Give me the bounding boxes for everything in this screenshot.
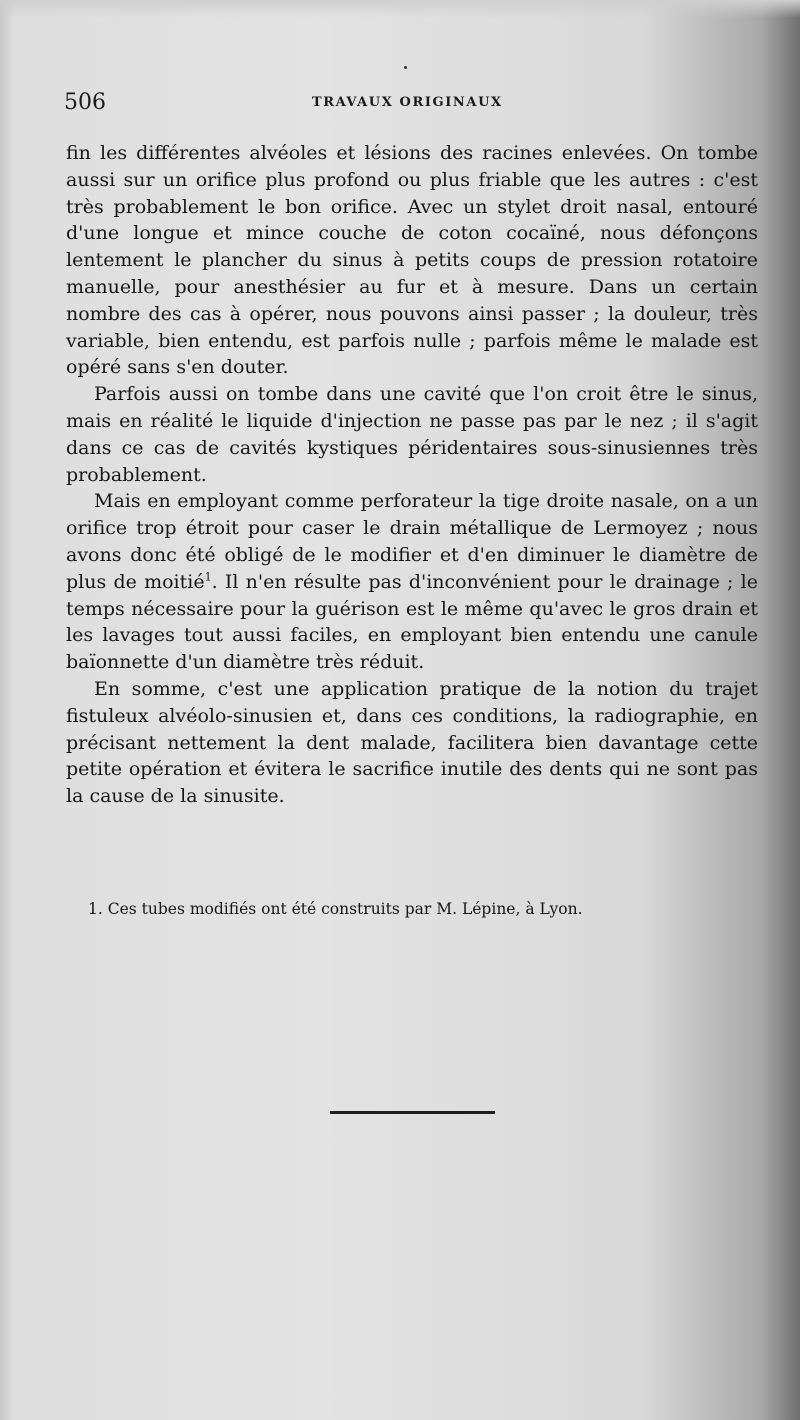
running-head: TRAVAUX ORIGINAUX [312,95,503,110]
paragraph-3-text-after: . Il n'en résulte pas d'inconvénient pour le drainage ; le temps nécessaire pour la guérison est le même qu'avec le gros drain et les lavages tout aussi faciles, en employant bien entendu une canule baïonnette d'un diamètre très réduit. [66,570,758,674]
footnote [66,898,758,920]
body-text [66,140,758,810]
paragraph-4: En somme, c'est une application pratique de la notion du trajet fistuleux alvéolo-sinusien et, dans ces conditions, la radiographie, en précisant nettement la dent malade, facilitera bien davantage cette petite opération et évitera le sacrifice inutile des dents qui ne sont pas la cause de la sinusite. [66,677,758,808]
footnote-text: Ces tubes modifiés ont été construits par M. Lépine, à Lyon. [107,900,583,918]
footnote-marker: 1. [88,900,103,918]
paragraph-3-text-before: Mais en employant comme perforateur la tige droite nasale, on a un orifice trop étroit pour caser le drain métallique de Lermoyez ; nous avons donc été obligé de le modifier et d'en diminuer le diamètre de plus de moitié [66,490,758,593]
footnote-reference: 1 [204,570,212,584]
paragraph-3 [66,488,758,676]
page-header [64,90,754,122]
print-speck [404,66,407,69]
page-number: 506 [64,90,106,115]
section-end-rule [330,1111,495,1114]
paragraph-1: fin les différentes alvéoles et lésions des racines enlevées. On tombe aussi sur un orifice plus profond ou plus friable que les autres : c'est très probablement le bon orifice. Avec un stylet droit nasal, entouré d'une longue et mince couche de coton cocaïné, nous défonçons lentement le plancher du sinus à petits coups de pression rotatoire manuelle, pour anesthésier au fur et à mesure. Dans un certain nombre des cas à opérer, nous pouvons ainsi passer ; la douleur, très variable, bien entendu, est parfois nulle ; parfois même le malade est opéré sans s'en douter. [66,142,758,379]
paragraph-2: Parfois aussi on tombe dans une cavité que l'on croit être le sinus, mais en réalité le liquide d'injection ne passe pas par le nez ; il s'agit dans ce cas de cavités kystiques péridentaires sous-sinusiennes très probablement. [66,383,758,486]
